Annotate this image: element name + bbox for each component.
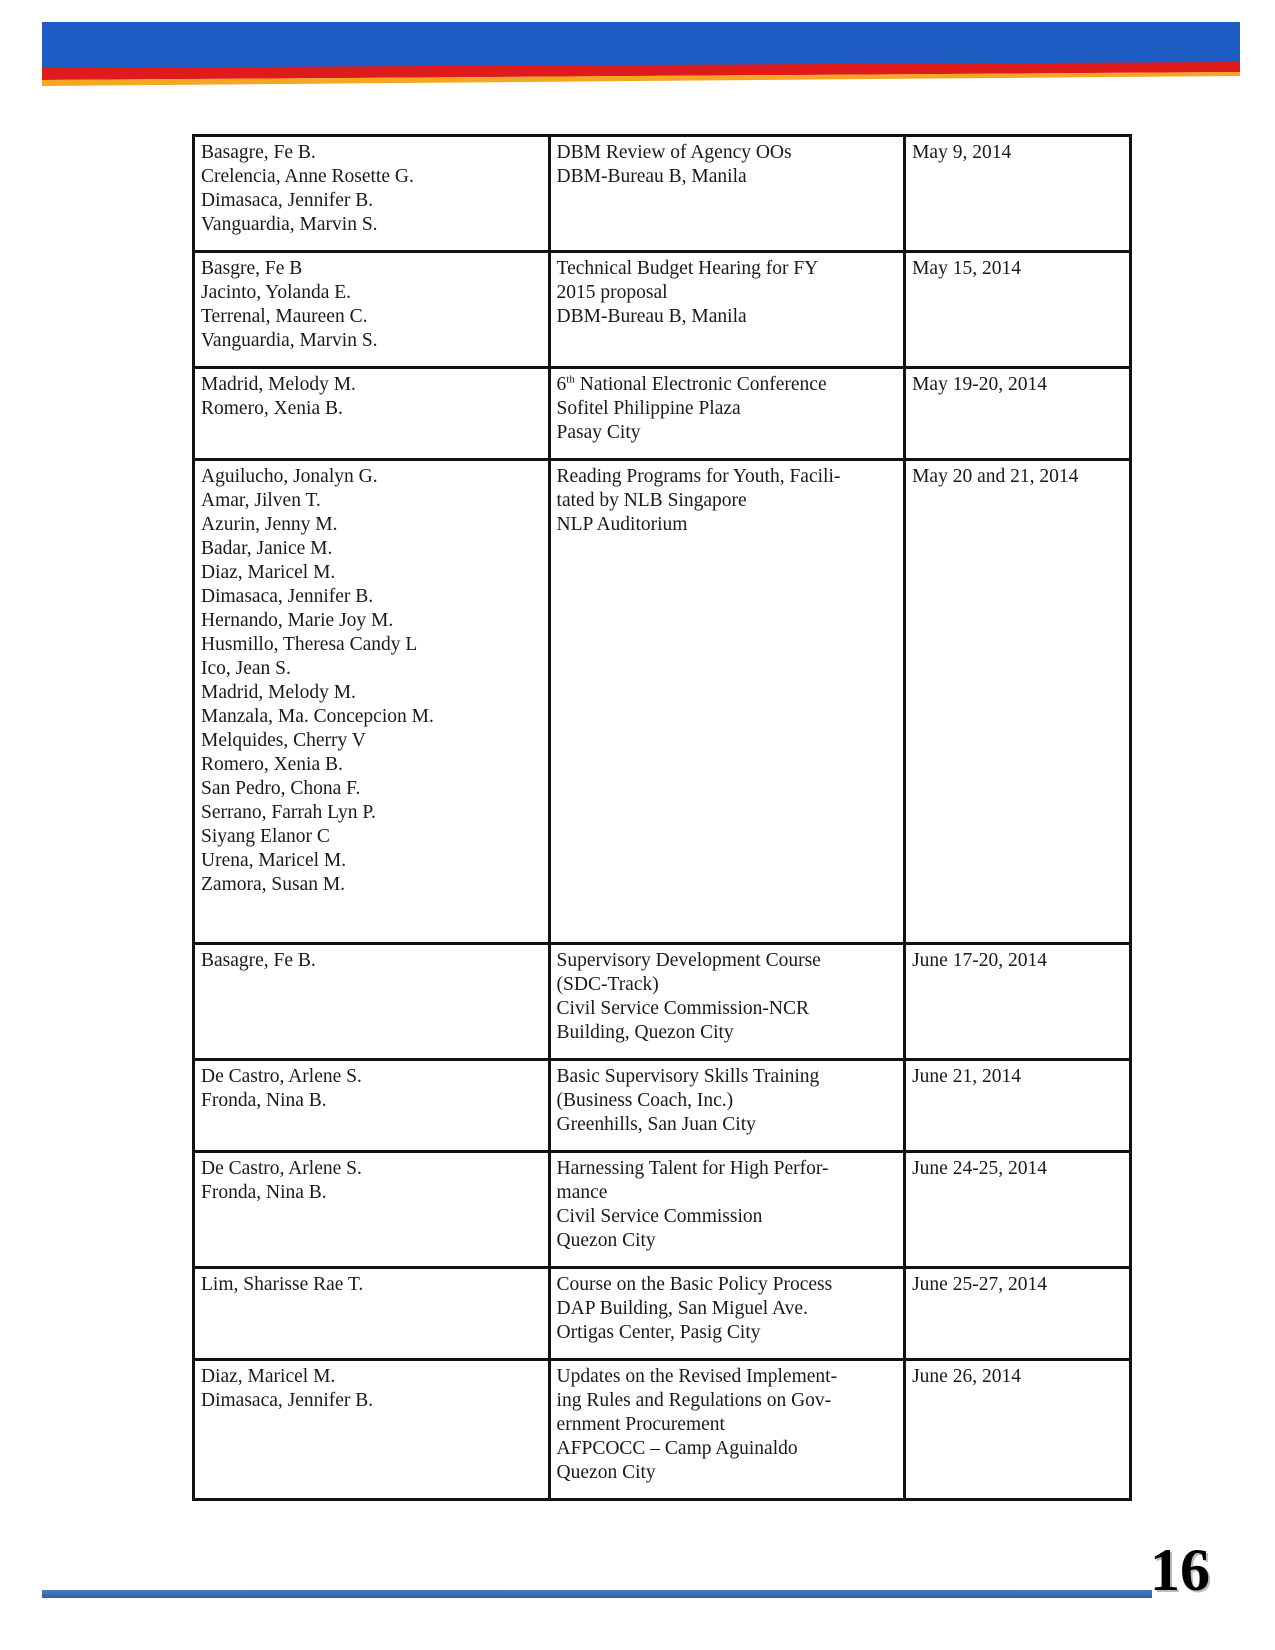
participant-name: Basagre, Fe B. — [201, 950, 316, 971]
event-line: tated by NLB Singapore — [556, 490, 747, 511]
participant-name: Fronda, Nina B. — [201, 1182, 327, 1203]
event-line: Greenhills, San Juan City — [556, 1114, 756, 1135]
event-line: DBM Review of Agency OOs — [556, 142, 792, 163]
event-title-rest: National Electronic Conference — [574, 374, 827, 395]
participants-cell — [194, 136, 550, 252]
participant-name: Serrano, Farrah Lyn P. — [201, 802, 376, 823]
table-row — [194, 136, 1131, 252]
event-date: May 9, 2014 — [912, 142, 1012, 163]
participant-name: Dimasaca, Jennifer B. — [201, 1390, 374, 1411]
table-row — [194, 1060, 1131, 1152]
date-cell — [905, 460, 1131, 944]
event-line: 2015 proposal — [556, 282, 668, 303]
event-line: DBM-Bureau B, Manila — [556, 306, 747, 327]
participant-name: Romero, Xenia B. — [201, 398, 343, 419]
ordinal-suffix: th — [566, 373, 575, 386]
date-cell — [905, 136, 1131, 252]
event-line — [557, 373, 898, 397]
event-line: Pasay City — [556, 422, 641, 443]
event-line: Quezon City — [556, 1230, 656, 1251]
table-row — [194, 252, 1131, 368]
participants-cell — [194, 252, 550, 368]
participant-name: Romero, Xenia B. — [201, 754, 343, 775]
participant-name: Dimasaca, Jennifer B. — [201, 190, 374, 211]
event-line: Basic Supervisory Skills Training — [556, 1066, 820, 1087]
event-line: Civil Service Commission — [556, 1206, 763, 1227]
event-line: Building, Quezon City — [556, 1022, 734, 1043]
participant-name: Badar, Janice M. — [201, 538, 333, 559]
event-cell — [549, 368, 905, 460]
event-line: Supervisory Development Course — [556, 950, 821, 971]
participants-cell — [194, 1360, 550, 1500]
event-cell — [549, 136, 905, 252]
table-row — [194, 1268, 1131, 1360]
event-date: June 17-20, 2014 — [912, 950, 1047, 971]
participant-name: Crelencia, Anne Rosette G. — [201, 166, 414, 187]
event-date: June 24-25, 2014 — [912, 1158, 1047, 1179]
participant-name: Lim, Sharisse Rae T. — [201, 1274, 364, 1295]
date-cell — [905, 1360, 1131, 1500]
event-cell — [549, 460, 905, 944]
event-date: June 26, 2014 — [912, 1366, 1021, 1387]
participant-name: Ico, Jean S. — [201, 658, 291, 679]
participant-name: De Castro, Arlene S. — [201, 1158, 362, 1179]
participant-name: Zamora, Susan M. — [201, 874, 346, 895]
participant-name: Vanguardia, Marvin S. — [201, 214, 378, 235]
participant-name: Amar, Jilven T. — [201, 490, 321, 511]
participant-name: Hernando, Marie Joy M. — [201, 610, 394, 631]
footer-rule — [42, 1590, 1152, 1598]
event-line: (Business Coach, Inc.) — [556, 1090, 734, 1111]
participant-name: Manzala, Ma. Concepcion M. — [201, 706, 434, 727]
participants-cell — [194, 1060, 550, 1152]
date-cell — [905, 252, 1131, 368]
participant-name: San Pedro, Chona F. — [201, 778, 361, 799]
event-line: Sofitel Philippine Plaza — [556, 398, 741, 419]
participants-cell — [194, 460, 550, 944]
page-number: 16 — [1150, 1537, 1210, 1603]
participant-name: Basagre, Fe B. — [201, 142, 316, 163]
event-date: May 15, 2014 — [912, 258, 1021, 279]
participant-name: Azurin, Jenny M. — [201, 514, 338, 535]
participant-name: Aguilucho, Jonalyn G. — [201, 466, 378, 487]
event-line: Course on the Basic Policy Process — [556, 1274, 833, 1295]
participants-cell — [194, 944, 550, 1060]
event-line: Civil Service Commission-NCR — [556, 998, 809, 1019]
table-row — [194, 460, 1131, 944]
participant-name: Madrid, Melody M. — [201, 682, 356, 703]
event-line: Quezon City — [556, 1462, 656, 1483]
event-line: mance — [556, 1182, 608, 1203]
event-date: June 21, 2014 — [912, 1066, 1021, 1087]
participant-name: Terrenal, Maureen C. — [201, 306, 368, 327]
table-row — [194, 368, 1131, 460]
event-line: NLP Auditorium — [556, 514, 688, 535]
event-line: ernment Procurement — [556, 1414, 725, 1435]
event-line: Updates on the Revised Implement- — [556, 1366, 838, 1387]
header-blue-band — [42, 22, 1240, 68]
training-table — [192, 134, 1132, 1501]
participant-name: Melquides, Cherry V — [201, 730, 366, 751]
participant-name: Siyang Elanor C — [201, 826, 330, 847]
participants-cell — [194, 1152, 550, 1268]
event-cell — [549, 1060, 905, 1152]
event-line: Technical Budget Hearing for FY — [556, 258, 819, 279]
event-line: DBM-Bureau B, Manila — [556, 166, 747, 187]
event-line: Ortigas Center, Pasig City — [556, 1322, 761, 1343]
date-cell — [905, 368, 1131, 460]
date-cell — [905, 1060, 1131, 1152]
participants-cell — [194, 1268, 550, 1360]
event-line: Harnessing Talent for High Perfor- — [556, 1158, 829, 1179]
event-date: May 20 and 21, 2014 — [912, 466, 1079, 487]
table-row — [194, 1360, 1131, 1500]
participant-name: Dimasaca, Jennifer B. — [201, 586, 374, 607]
table-row — [194, 1152, 1131, 1268]
event-line: DAP Building, San Miguel Ave. — [556, 1298, 808, 1319]
event-line: (SDC-Track) — [556, 974, 659, 995]
date-cell — [905, 1268, 1131, 1360]
event-cell — [549, 252, 905, 368]
event-line: AFPCOCC – Camp Aguinaldo — [556, 1438, 798, 1459]
date-cell — [905, 1152, 1131, 1268]
participant-name: De Castro, Arlene S. — [201, 1066, 362, 1087]
date-cell — [905, 944, 1131, 1060]
participant-name: Basgre, Fe B — [201, 258, 303, 279]
event-cell — [549, 1268, 905, 1360]
event-line: Reading Programs for Youth, Facili- — [556, 466, 841, 487]
event-line: ing Rules and Regulations on Gov- — [556, 1390, 832, 1411]
participant-name: Madrid, Melody M. — [201, 374, 356, 395]
participant-name: Husmillo, Theresa Candy L — [201, 634, 418, 655]
ordinal-number: 6 — [556, 374, 567, 395]
table-row — [194, 944, 1131, 1060]
event-cell — [549, 1152, 905, 1268]
participant-name: Urena, Maricel M. — [201, 850, 347, 871]
event-date: May 19-20, 2014 — [912, 374, 1047, 395]
event-cell — [549, 944, 905, 1060]
participant-name: Diaz, Maricel M. — [201, 1366, 336, 1387]
event-cell — [549, 1360, 905, 1500]
participant-name: Jacinto, Yolanda E. — [201, 282, 352, 303]
participant-name: Diaz, Maricel M. — [201, 562, 336, 583]
event-date: June 25-27, 2014 — [912, 1274, 1047, 1295]
header-banner — [42, 22, 1240, 88]
participant-name: Fronda, Nina B. — [201, 1090, 327, 1111]
participant-name: Vanguardia, Marvin S. — [201, 330, 378, 351]
participants-cell — [194, 368, 550, 460]
